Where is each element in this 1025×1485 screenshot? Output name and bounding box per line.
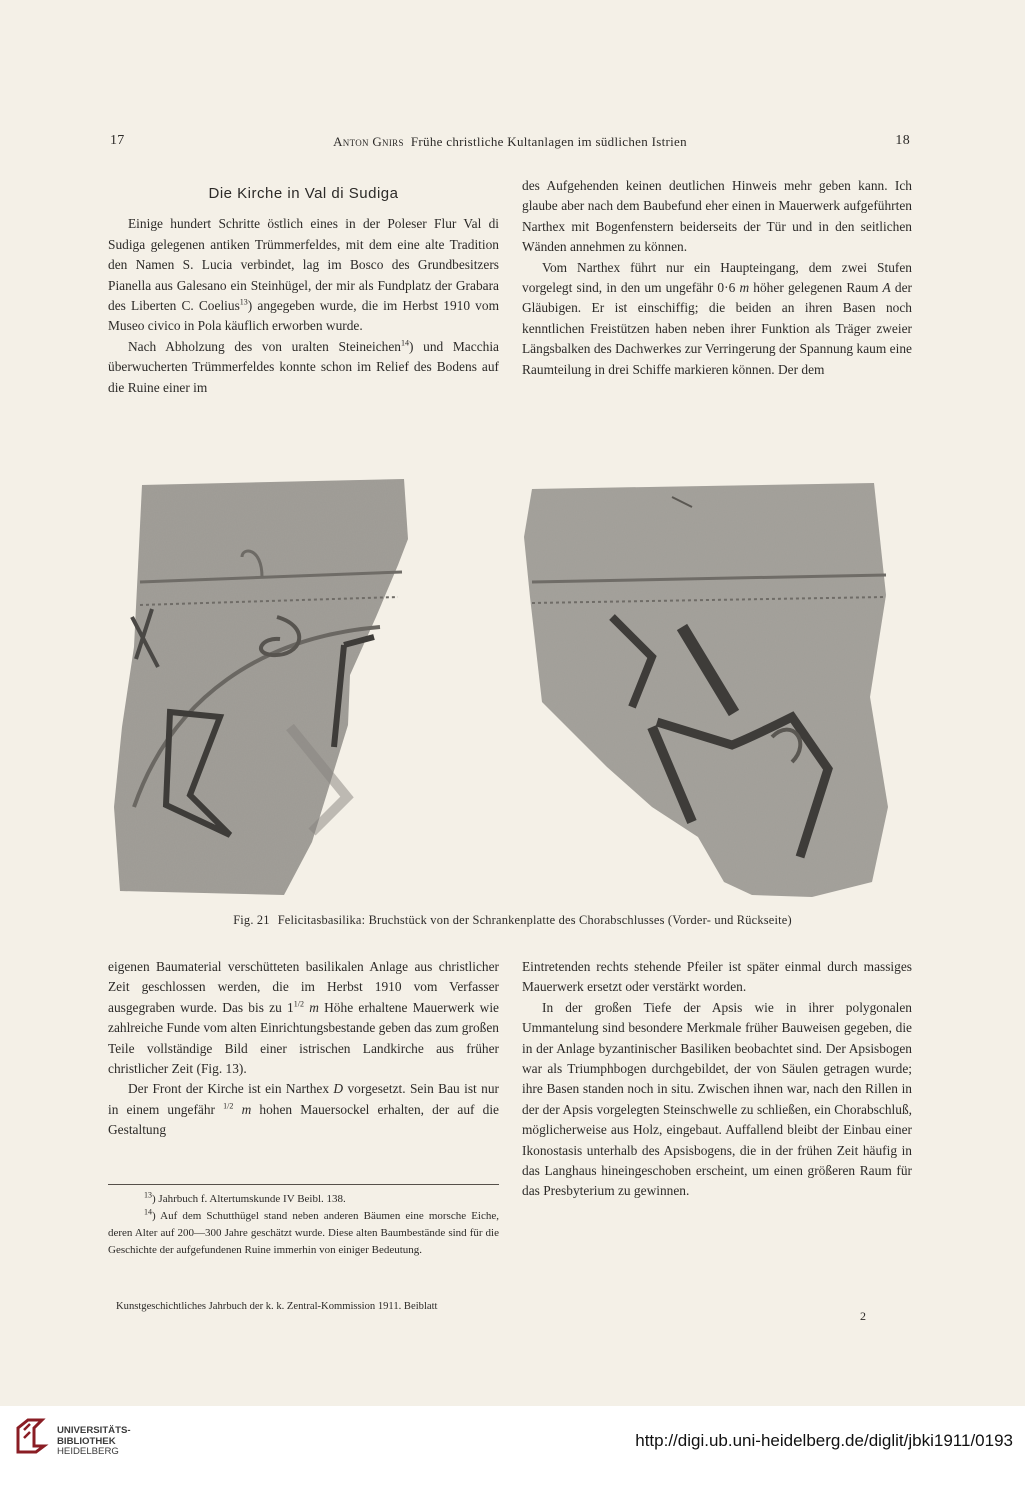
- library-banner: [0, 1406, 1025, 1485]
- right-column-top: [522, 176, 912, 380]
- permalink-url[interactable]: http://digi.ub.uni-heidelberg.de/diglit/jbki1911/0193: [635, 1431, 1013, 1450]
- running-author: Anton Gnirs: [333, 134, 404, 149]
- running-header: [110, 133, 910, 153]
- running-title: Frühe christliche Kultanlagen im südlichen Istrien: [410, 134, 687, 149]
- unit: m: [241, 1101, 252, 1117]
- room-letter: D: [333, 1081, 344, 1097]
- unit: m: [309, 999, 319, 1015]
- fraction: 1/2: [293, 999, 304, 1009]
- unit: m: [739, 280, 750, 296]
- paragraph: [108, 1079, 499, 1140]
- library-logo-icon[interactable]: [14, 1416, 50, 1456]
- stone-fragments-photo: [112, 477, 892, 902]
- sheet-number: 2: [860, 1309, 866, 1323]
- library-name[interactable]: [57, 1426, 131, 1458]
- fraction: 1/2: [223, 1101, 234, 1111]
- library-name-line: HEIDELBERG: [57, 1446, 119, 1457]
- paragraph: [522, 258, 912, 380]
- text: höher gelegenen Raum: [749, 280, 879, 296]
- library-name-line: BIBLIOTHEK: [57, 1435, 116, 1447]
- footnote-ref: 14: [401, 338, 409, 348]
- paragraph: [108, 957, 499, 1079]
- text: Der Front der Kirche ist ein Narthex: [128, 1081, 330, 1097]
- paragraph: [108, 337, 499, 398]
- left-column-top: [108, 180, 499, 398]
- paragraph: [108, 214, 499, 336]
- figure-caption: [0, 913, 1025, 928]
- text: der Gläubigen. Er ist einschiffig; die beiden an ihren Basen noch kenntlichen Freistützen haben neben ihrer Funktion als Träger zweier Längsbalken des Dachwerkes zur Verringerung der Spannung kaum eine Raumteilung in drei Schiffe markieren können. Der dem: [522, 280, 912, 377]
- back-fragment: [524, 483, 888, 897]
- left-column-bottom: [108, 957, 499, 1141]
- footnote-mark: 14: [144, 1207, 152, 1217]
- footnote-ref: 13: [239, 297, 248, 307]
- footnote-13: [108, 1191, 499, 1208]
- library-name-line: UNIVERSITÄTS-: [57, 1425, 131, 1436]
- footnotes: [108, 1184, 499, 1259]
- text: eigenen Baumaterial verschütteten basilikalen Anlage aus christlicher Zeit geschlossen werden, die im Herbst 1910 vom Verfasser ausgegraben wurde. Das bis zu 1: [108, 959, 499, 1015]
- page-footer: [116, 1301, 866, 1323]
- paragraph: In der großen Tiefe der Apsis wie in ihrer polygonalen Ummantelung sind besondere Merkmale früher Bauweisen gegeben, die in der Anlage byzantinischer Basiliken beobachtet sind. Der Apsisbogen war als Triumphbogen durchgebildet, der von Säulen getragen wurde; ihre Basen standen noch in situ. Zwischen ihnen war, nach den Rillen in der der Apsis vorgelegten Steinschwelle zu schließen, ein Chorabschluß, möglicherweise aus Holz, eingebaut. Auffallend bleibt der Einbau einer Ikonostasis unterhalb des Apsisbogens, die in der frühen Zeit häufig in das Langhaus hineingeschoben erscheint, um einen größeren Raum für das Presbyterium zu gewinnen.: [522, 999, 912, 1199]
- text: Höhe erhaltene Mauerwerk wie zahlreiche Funde vom alten Einrichtungsbestande geben das zum großen Teile vollständige Bild einer istrischen Landkirche aus früher christlicher Zeit (Fig. 13).: [108, 999, 499, 1077]
- text: hohen Mauersockel erhalten, der auf die Gestaltung: [108, 1101, 499, 1138]
- text: Vom Narthex führt nur ein Haupteingang, dem zwei Stufen vorgelegt sind, in den um ungefähr 0·6: [522, 259, 912, 296]
- text: vorgesetzt. Sein Bau ist nur in einem ungefähr: [108, 1081, 499, 1117]
- footnote-14: [108, 1208, 499, 1259]
- text: Nach Abholzung des von uralten Steineichen: [128, 338, 401, 354]
- text: Einige hundert Schritte östlich eines in der Poleser Flur Val di Sudiga gelegenen antiken Trümmerfeldes, mit dem eine alte Tradition den Namen S. Lucia verbindet, lag im Bosco des Grundbesitzers Pianella aus Galesano ein Steinhügel, der mir als Fundplatz der Grabara des Liberten C. Coelius: [108, 216, 499, 314]
- paragraph: Eintretenden rechts stehende Pfeiler ist später einmal durch massiges Mauerwerk ersetzt oder verstärkt worden.: [522, 959, 912, 995]
- footnote-text: ) Auf dem Schutthügel stand neben anderen Bäumen eine morsche Eiche, deren Alter auf 200—300 Jahre geschätzt wurde. Diese alten Baumbestände sind für die Geschichte der aufgefundenen Ruine immerhin von einiger Bedeutung.: [108, 1210, 499, 1256]
- front-fragment: [114, 479, 408, 895]
- running-title-line: [110, 134, 910, 150]
- room-letter: A: [882, 280, 891, 296]
- footnote-mark: 13: [144, 1190, 152, 1200]
- right-column-bottom: [522, 957, 912, 1202]
- footnote-text: ) Jahrbuch f. Altertumskunde IV Beibl. 138.: [152, 1193, 346, 1205]
- section-title: Die Kirche in Val di Sudiga: [208, 185, 399, 202]
- page-number-left: 17: [110, 133, 125, 148]
- figure-label: Fig. 21: [233, 913, 270, 927]
- text: ) angegeben wurde, die im Herbst 1910 vom Museo civico in Pola käuflich erworben wurde.: [108, 298, 499, 334]
- journal-line: Kunstgeschichtliches Jahrbuch der k. k. Zentral-Kommission 1911. Beiblatt: [116, 1301, 438, 1312]
- text: ) und Macchia überwucherten Trümmerfeldes konnte schon im Relief des Bodens auf die Ruine einer im: [108, 338, 499, 395]
- page-number-right: 18: [895, 133, 910, 148]
- paragraph: des Aufgehenden keinen deutlichen Hinweis mehr geben kann. Ich glaube aber nach dem Baubefund eher einen in Mauerwerk aufgeführten Narthex mit Bogenfenstern beiderseits der Tür und in den seitlichen Wänden annehmen zu können.: [522, 178, 912, 255]
- caption-text: Felicitasbasilika: Bruchstück von der Schrankenplatte des Chorabschlusses (Vorder- und Rückseite): [277, 913, 792, 927]
